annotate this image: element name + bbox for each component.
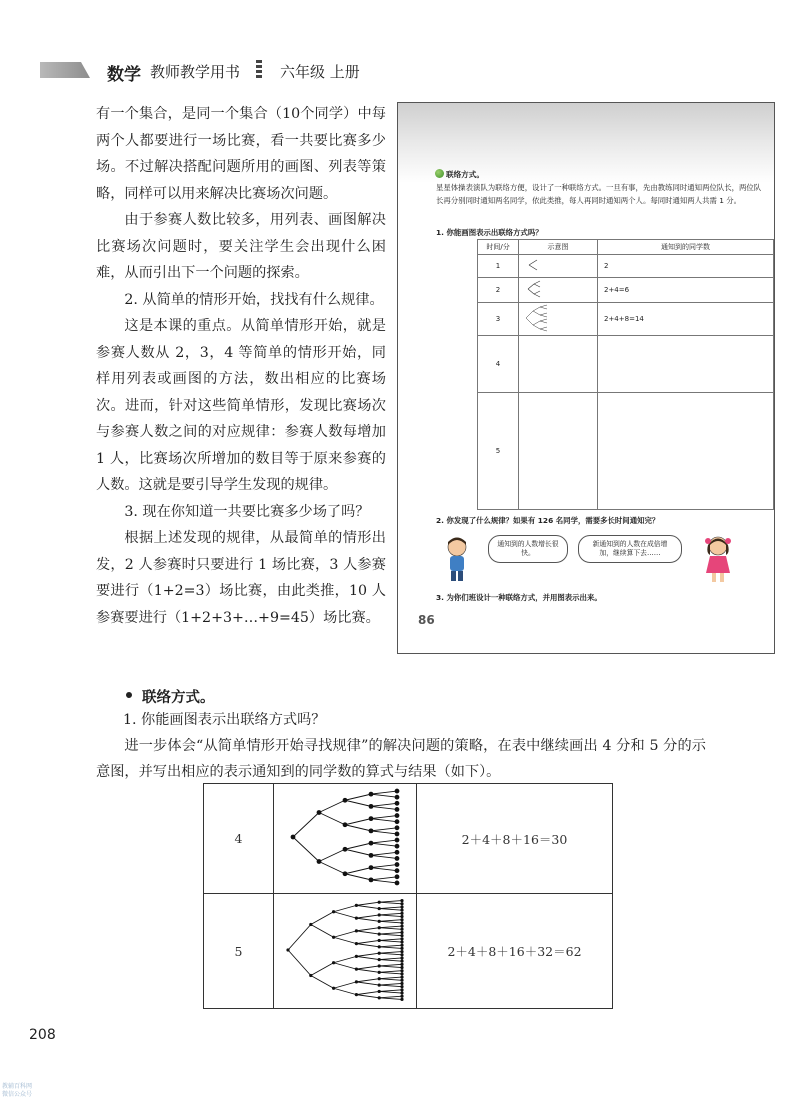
tree-node bbox=[378, 919, 381, 922]
inset-page-number: 86 bbox=[418, 613, 435, 627]
tree-branch bbox=[356, 965, 379, 968]
tree-branch bbox=[356, 918, 379, 921]
tree-branch bbox=[345, 849, 371, 855]
tree-branch bbox=[371, 816, 397, 819]
watermark bbox=[2, 1083, 32, 1099]
speech-bubble-right: 新通知到的人数在成倍增加，继续算下去…… bbox=[578, 535, 682, 563]
question-line: 1. 你能画图表示出联络方式吗？ bbox=[123, 712, 326, 728]
tree-node bbox=[400, 959, 403, 962]
diagram-cell bbox=[519, 278, 598, 303]
girl-illustration-icon bbox=[702, 533, 734, 583]
header-separator bbox=[256, 60, 262, 80]
tree-branch bbox=[371, 806, 397, 809]
tree-node bbox=[355, 980, 358, 983]
boy-illustration-icon bbox=[442, 535, 472, 583]
tree-node bbox=[309, 973, 312, 976]
tree-branch bbox=[345, 843, 371, 849]
speech-bubble-left: 通知到的人数增长很快。 bbox=[488, 535, 568, 563]
table-row bbox=[478, 255, 774, 278]
time-cell: 4 bbox=[478, 336, 519, 393]
tree-branch bbox=[379, 983, 402, 985]
tree-diagram-icon bbox=[519, 255, 559, 275]
tree-node bbox=[400, 985, 403, 988]
paragraph: 这是本课的重点。从简单情形开始，就是参赛人数从 2，3，4 等简单的情形开始，同样用列表或画图的方法，数出相应的比赛场次。进而，针对这些简单情形，发现比赛场次与参赛人数之间的对应规律：参赛人数每增加 1 人，比赛场次所增加的数目等于原来参赛的人数。这就是要引导学生发现的规律。 bbox=[96, 318, 386, 493]
tree-branch bbox=[345, 794, 371, 800]
tree-node bbox=[395, 862, 400, 867]
formula-cell: 2＋4＋8＋16＋32＝62 bbox=[417, 894, 613, 1009]
tree-node bbox=[355, 916, 358, 919]
tree-branch bbox=[334, 911, 357, 917]
count-cell: 2+4=6 bbox=[597, 278, 773, 303]
tree-branch bbox=[371, 819, 397, 822]
tree-branch bbox=[345, 868, 371, 874]
tree-branch bbox=[334, 962, 357, 968]
tree-branch bbox=[379, 964, 402, 966]
tree-branch bbox=[356, 953, 379, 956]
tree-node bbox=[378, 951, 381, 954]
tree-node bbox=[343, 798, 348, 803]
tree-node bbox=[395, 825, 400, 830]
tree-branch bbox=[356, 969, 379, 972]
count-cell: 2+4+8=14 bbox=[597, 303, 773, 336]
table-row bbox=[204, 784, 613, 894]
tree-node bbox=[400, 978, 403, 981]
table-row bbox=[478, 336, 774, 393]
tree-node bbox=[378, 906, 381, 909]
textbook-page-inset bbox=[397, 102, 775, 654]
tree-branch bbox=[379, 921, 402, 923]
tree-node bbox=[395, 807, 400, 812]
tree-node bbox=[332, 961, 335, 964]
tree-branch bbox=[379, 940, 402, 942]
tree-branch bbox=[371, 794, 397, 797]
tree-branch bbox=[334, 981, 357, 987]
tree-diagram-icon bbox=[519, 303, 563, 333]
tree-node bbox=[400, 988, 403, 991]
tree-branch bbox=[319, 862, 345, 874]
header-subject: 数学 bbox=[107, 65, 141, 85]
tree-branch bbox=[379, 985, 402, 987]
tree-node bbox=[369, 865, 374, 870]
tree-node bbox=[395, 856, 400, 861]
time-cell: 1 bbox=[478, 255, 519, 278]
bullet-icon bbox=[435, 169, 444, 178]
tree-branch bbox=[379, 953, 402, 955]
tree-node bbox=[395, 813, 400, 818]
tree-branch bbox=[371, 880, 397, 883]
tree-node bbox=[332, 935, 335, 938]
tree-branch bbox=[356, 994, 379, 997]
table-header: 通知到的同学数 bbox=[597, 240, 773, 255]
tree-branch bbox=[379, 938, 402, 940]
diagram-cell bbox=[519, 255, 598, 278]
tree-branch bbox=[379, 906, 402, 908]
time-cell: 2 bbox=[478, 278, 519, 303]
tree-branch bbox=[371, 843, 397, 846]
tree-branch bbox=[371, 840, 397, 843]
tree-branch bbox=[379, 951, 402, 953]
tree-node bbox=[400, 930, 403, 933]
tree-node bbox=[400, 949, 403, 952]
header-grade: 六年级 上册 bbox=[280, 63, 360, 81]
tree-node bbox=[309, 922, 312, 925]
tree-branch bbox=[334, 937, 357, 943]
section-title: 联络方式。 bbox=[142, 690, 215, 706]
tree-branch bbox=[371, 877, 397, 880]
tree-branch bbox=[356, 902, 379, 905]
tree-branch bbox=[319, 849, 345, 861]
table-row bbox=[478, 393, 774, 510]
tree-node bbox=[400, 969, 403, 972]
table-row bbox=[478, 278, 774, 303]
tree-branch bbox=[379, 991, 402, 993]
answer-table bbox=[203, 783, 613, 1009]
count-cell bbox=[597, 393, 773, 510]
count-cell bbox=[597, 336, 773, 393]
tree-node bbox=[369, 792, 374, 797]
tree-branch bbox=[379, 900, 402, 902]
table-row bbox=[204, 894, 613, 1009]
inset-table bbox=[477, 239, 774, 510]
tree-node bbox=[400, 927, 403, 930]
explanation-paragraph: 进一步体会“从简单情形开始寻找规律”的解决问题的策略，在表中继续画出 4 分和 5 分的示意图，并写出相应的表示通知到的同学数的算式与结果（如下）。 bbox=[96, 738, 706, 780]
tree-node bbox=[395, 868, 400, 873]
tree-branch bbox=[379, 989, 402, 991]
tree-node bbox=[317, 859, 322, 864]
tree-node bbox=[395, 819, 400, 824]
tree-node bbox=[378, 964, 381, 967]
tree-branch bbox=[379, 957, 402, 959]
tree-node bbox=[355, 993, 358, 996]
tree-branch bbox=[319, 800, 345, 812]
tree-branch bbox=[379, 926, 402, 928]
tree-node bbox=[400, 905, 403, 908]
tree-node bbox=[378, 970, 381, 973]
tree-node bbox=[395, 838, 400, 843]
tree-node bbox=[332, 986, 335, 989]
tree-node bbox=[395, 795, 400, 800]
watermark-line: 教辅百科网 bbox=[2, 1083, 33, 1090]
minute-cell: 4 bbox=[204, 784, 274, 894]
tree-diagram-5-icon bbox=[280, 896, 410, 1004]
tree-node bbox=[400, 940, 403, 943]
tree-branch bbox=[379, 959, 402, 961]
formula-cell: 2＋4＋8＋16＝30 bbox=[417, 784, 613, 894]
tree-node bbox=[369, 853, 374, 858]
diagram-cell bbox=[519, 303, 598, 336]
tree-node bbox=[355, 942, 358, 945]
tree-node bbox=[400, 921, 403, 924]
tree-branch bbox=[379, 965, 402, 967]
tree-branch bbox=[379, 946, 402, 948]
tree-branch bbox=[356, 940, 379, 943]
tree-branch bbox=[311, 962, 334, 975]
tree-node bbox=[395, 801, 400, 806]
tree-branch bbox=[379, 945, 402, 947]
tree-node bbox=[395, 881, 400, 886]
tree-node bbox=[400, 956, 403, 959]
tree-branch bbox=[371, 831, 397, 834]
paragraph: 根据上述发现的规律，从最简单的情形出发，2 人参赛时只要进行 1 场比赛，3 人参赛要进行（1+2=3）场比赛，由此类推，10 人参赛要进行（1+2+3+…+9=45）场比赛。 bbox=[96, 530, 386, 626]
tree-branch bbox=[379, 978, 402, 980]
tree-node bbox=[400, 898, 403, 901]
tree-node bbox=[378, 932, 381, 935]
tree-branch bbox=[345, 825, 371, 831]
tree-branch bbox=[379, 902, 402, 904]
tree-node bbox=[378, 977, 381, 980]
tree-node bbox=[400, 997, 403, 1000]
paragraph: 由于参赛人数比较多，用列表、画图解决比赛场次问题时，要关注学生会出现什么困难，从而引出下一个问题的探索。 bbox=[96, 212, 386, 281]
table-header-row bbox=[478, 240, 774, 255]
tree-node bbox=[395, 874, 400, 879]
tree-node bbox=[332, 910, 335, 913]
time-cell: 5 bbox=[478, 393, 519, 510]
tree-node bbox=[400, 943, 403, 946]
tree-node bbox=[400, 937, 403, 940]
diagram-cell bbox=[274, 894, 417, 1009]
tree-node bbox=[369, 841, 374, 846]
diagram-cell bbox=[274, 784, 417, 894]
section-heading: 3. 现在你知道一共要比赛多少场了吗？ bbox=[124, 503, 370, 520]
tree-node bbox=[400, 962, 403, 965]
tree-node bbox=[400, 946, 403, 949]
tree-branch bbox=[379, 996, 402, 998]
page-number: 208 bbox=[29, 1027, 56, 1043]
tree-branch bbox=[288, 924, 311, 950]
tree-diagram-icon bbox=[519, 278, 559, 300]
tree-node bbox=[317, 810, 322, 815]
tree-branch bbox=[379, 919, 402, 921]
tree-branch bbox=[356, 943, 379, 946]
tree-node bbox=[400, 981, 403, 984]
tree-branch bbox=[379, 914, 402, 916]
diagram-cell bbox=[519, 336, 598, 393]
tree-branch bbox=[356, 930, 379, 933]
left-column-text bbox=[96, 101, 386, 631]
tree-branch bbox=[345, 874, 371, 880]
tree-node bbox=[378, 945, 381, 948]
tree-branch bbox=[379, 927, 402, 929]
tree-node bbox=[395, 789, 400, 794]
tree-branch bbox=[356, 914, 379, 917]
tree-diagram-4-icon bbox=[285, 785, 405, 889]
tree-node bbox=[378, 983, 381, 986]
table-header: 时间/分 bbox=[478, 240, 519, 255]
tree-node bbox=[400, 953, 403, 956]
tree-node bbox=[400, 975, 403, 978]
count-cell: 2 bbox=[597, 255, 773, 278]
tree-node bbox=[400, 994, 403, 997]
tree-branch bbox=[356, 927, 379, 930]
inset-question-2: 2. 你发现了什么规律？如果有 126 名同学，需要多长时间通知完？ bbox=[436, 516, 660, 525]
tree-node bbox=[355, 954, 358, 957]
header-decor-bar bbox=[40, 62, 90, 78]
tree-branch bbox=[371, 855, 397, 858]
tree-branch bbox=[379, 908, 402, 910]
tree-node bbox=[395, 844, 400, 849]
tree-node bbox=[378, 913, 381, 916]
inset-question-3: 3. 为你们班设计一种联络方式，并用图表示出来。 bbox=[436, 593, 602, 602]
tree-node bbox=[378, 926, 381, 929]
tree-node bbox=[400, 924, 403, 927]
tree-node bbox=[378, 957, 381, 960]
tree-node bbox=[355, 903, 358, 906]
tree-node bbox=[400, 914, 403, 917]
tree-node bbox=[400, 908, 403, 911]
bullet-icon bbox=[126, 692, 132, 698]
table-row bbox=[478, 303, 774, 336]
inset-paragraph: 星星体操表演队为联络方便，设计了一种联络方式。一旦有事，先由教练同时通知两位队长，两位队长再分别同时通知两名同学，依此类推，每人再同时通知两个人。每同时通知两人共需 1 分。 bbox=[436, 183, 762, 205]
tree-branch bbox=[379, 977, 402, 979]
tree-branch bbox=[311, 975, 334, 988]
tree-node bbox=[400, 902, 403, 905]
watermark-line: 微信公众号 bbox=[2, 1091, 33, 1098]
tree-branch bbox=[356, 956, 379, 959]
tree-branch bbox=[379, 972, 402, 974]
tree-branch bbox=[334, 956, 357, 962]
inset-question-1: 1. 你能画图表示出联络方式吗？ bbox=[436, 228, 543, 237]
tree-branch bbox=[371, 828, 397, 831]
tree-node bbox=[369, 816, 374, 821]
inset-title: 联络方式。 bbox=[446, 170, 484, 179]
tree-node bbox=[400, 972, 403, 975]
tree-node bbox=[369, 877, 374, 882]
table-header: 示意图 bbox=[519, 240, 598, 255]
tree-branch bbox=[311, 924, 334, 937]
section-heading: 2. 从简单的情形开始，找找有什么规律。 bbox=[124, 291, 384, 308]
tree-branch bbox=[379, 970, 402, 972]
tree-node bbox=[369, 828, 374, 833]
tree-node bbox=[378, 989, 381, 992]
header-book-title: 教师教学用书 bbox=[150, 63, 241, 81]
tree-branch bbox=[293, 837, 319, 862]
tree-branch bbox=[379, 934, 402, 936]
tree-node bbox=[400, 934, 403, 937]
tree-branch bbox=[371, 865, 397, 868]
tree-node bbox=[395, 832, 400, 837]
tree-node bbox=[343, 822, 348, 827]
paragraph: 有一个集合，是同一个集合（10个同学）中每两个人都要进行一场比赛，看一共要比赛多少场。不过解决搭配问题所用的画图、列表等策略，同样可以用来解决比赛场次问题。 bbox=[96, 106, 386, 202]
tree-branch bbox=[345, 819, 371, 825]
tree-node bbox=[369, 804, 374, 809]
tree-branch bbox=[371, 852, 397, 855]
tree-node bbox=[343, 847, 348, 852]
tree-node bbox=[343, 871, 348, 876]
tree-branch bbox=[356, 991, 379, 994]
tree-node bbox=[355, 929, 358, 932]
tree-branch bbox=[379, 913, 402, 915]
minute-cell: 5 bbox=[204, 894, 274, 1009]
tree-node bbox=[378, 996, 381, 999]
tree-node bbox=[378, 900, 381, 903]
tree-branch bbox=[334, 988, 357, 994]
tree-branch bbox=[379, 997, 402, 999]
tree-branch bbox=[379, 932, 402, 934]
tree-branch bbox=[371, 868, 397, 871]
tree-node bbox=[395, 850, 400, 855]
tree-branch bbox=[311, 911, 334, 924]
time-cell: 3 bbox=[478, 303, 519, 336]
tree-branch bbox=[334, 905, 357, 911]
tree-node bbox=[378, 938, 381, 941]
diagram-cell bbox=[519, 393, 598, 510]
tree-node bbox=[400, 918, 403, 921]
tree-branch bbox=[371, 791, 397, 794]
tree-branch bbox=[371, 803, 397, 806]
tree-branch bbox=[345, 800, 371, 806]
tree-branch bbox=[288, 950, 311, 976]
tree-branch bbox=[356, 981, 379, 984]
tree-branch bbox=[319, 813, 345, 825]
tree-node bbox=[400, 965, 403, 968]
tree-node bbox=[355, 967, 358, 970]
tree-branch bbox=[356, 978, 379, 981]
tree-branch bbox=[293, 813, 319, 838]
tree-node bbox=[400, 991, 403, 994]
tree-branch bbox=[334, 930, 357, 936]
tree-branch bbox=[356, 905, 379, 908]
tree-node bbox=[400, 911, 403, 914]
